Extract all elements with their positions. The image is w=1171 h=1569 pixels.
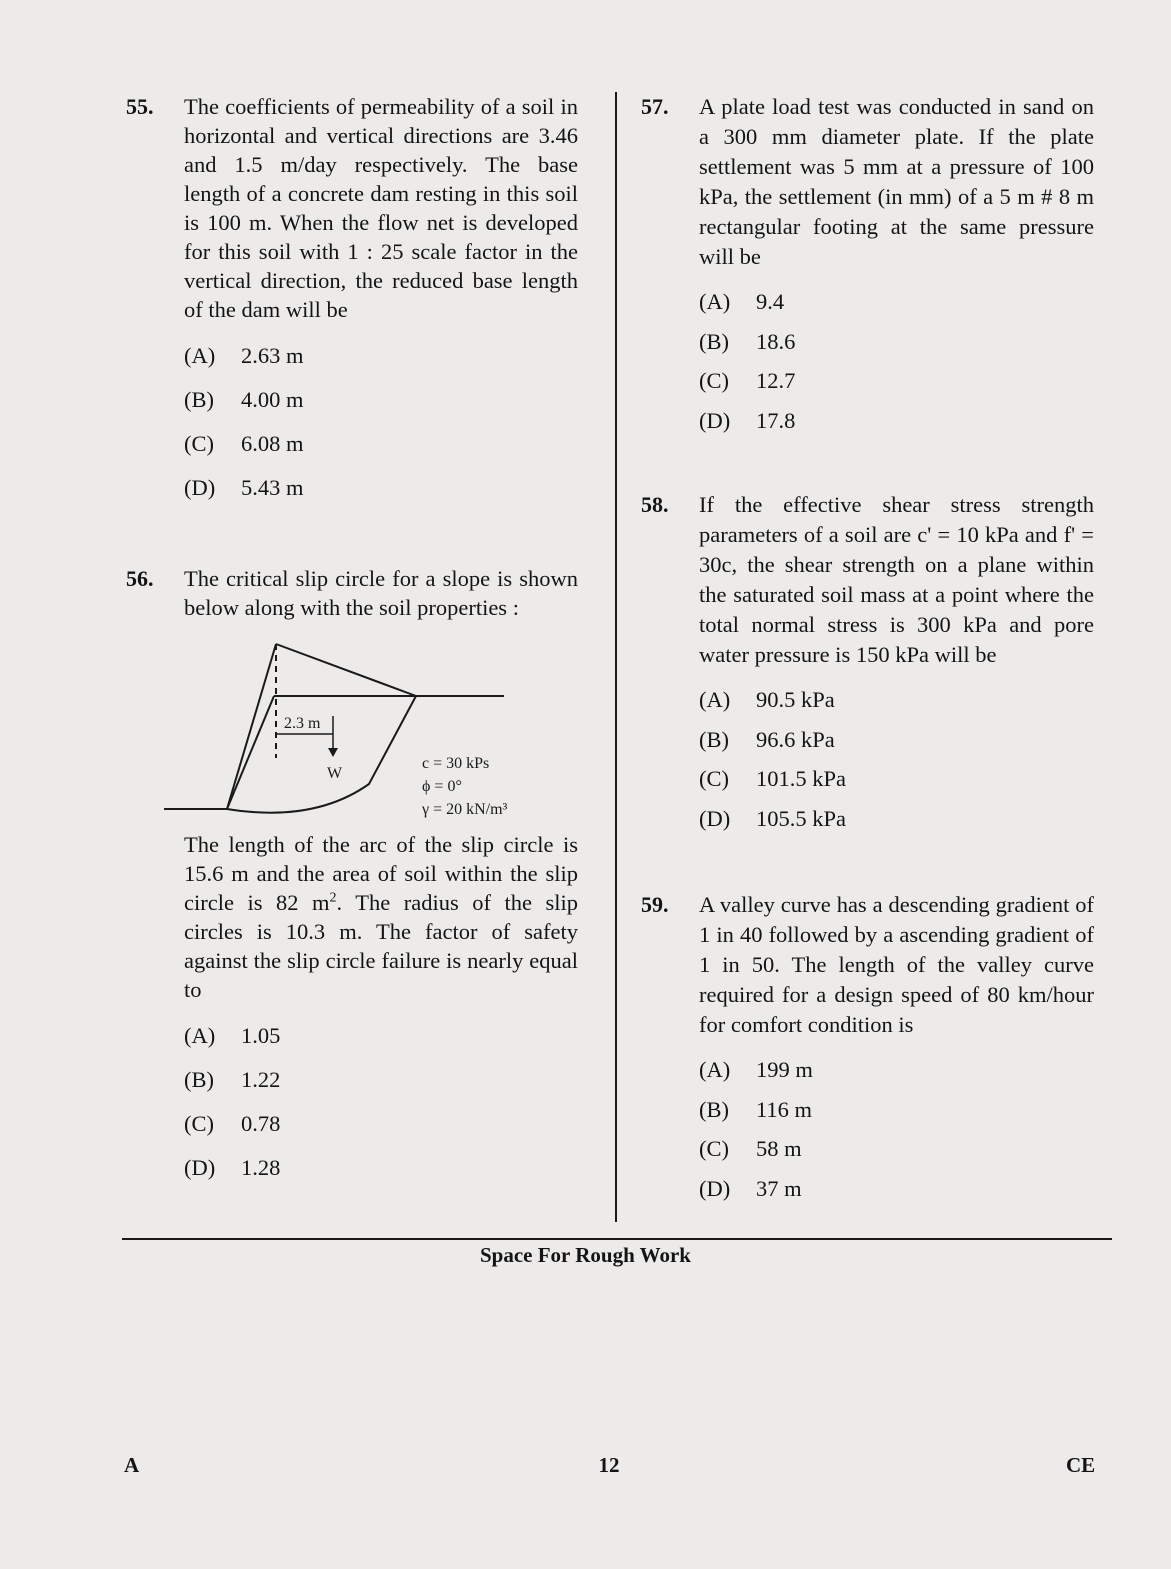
question-number: 57. xyxy=(641,94,669,119)
rough-work-heading: Space For Rough Work xyxy=(479,1243,691,1267)
option-letter: (D) xyxy=(699,1175,731,1201)
option-value: 37 m xyxy=(756,1175,802,1201)
question-58 xyxy=(641,490,1094,838)
cohesion-label: c = 30 kPs xyxy=(422,755,490,772)
option-value: 105.5 kPa xyxy=(756,805,846,831)
option-value: 90.5 kPa xyxy=(756,687,835,712)
option-a[interactable] xyxy=(184,334,578,378)
option-value: 116 m xyxy=(756,1096,813,1122)
option-letter: (D) xyxy=(699,805,731,831)
option-letter: (D) xyxy=(184,475,216,500)
slip-circle-diagram xyxy=(164,638,524,820)
question-text: A valley curve has a descending gradient of 1 in 40 followed by a ascending gradient of 1 in 50. The length of the valley curve required for a design speed of 80 km/hour for comfort condition is xyxy=(699,892,1094,1037)
option-letter: (B) xyxy=(184,1067,214,1092)
circle-radius-line xyxy=(276,644,416,696)
option-list xyxy=(699,282,1094,440)
option-letter: (B) xyxy=(699,726,729,752)
option-c[interactable] xyxy=(184,1102,578,1146)
option-letter: (C) xyxy=(184,431,214,456)
option-letter: (C) xyxy=(184,1111,214,1136)
option-c[interactable] xyxy=(184,422,578,466)
option-value: 1.28 xyxy=(241,1155,281,1180)
circle-radius-line xyxy=(227,644,276,809)
question-59 xyxy=(641,890,1094,1208)
option-value: 0.78 xyxy=(241,1111,281,1136)
text-part: . The radius of the slip circles is 10.3 m. The factor of safety against the slip circle failure is nearly equal to xyxy=(184,890,578,1002)
option-letter: (C) xyxy=(699,766,729,791)
option-b[interactable] xyxy=(184,378,578,422)
question-57 xyxy=(641,92,1094,440)
question-number: 58. xyxy=(641,492,669,517)
question-text: The coefficients of permeability of a soil in horizontal and vertical directions are 3.46 and 1.5 m/day respectively. The base length of a concrete dam resting in this soil is 100 m. When the flow net is developed for this soil with 1 : 25 scale factor in the vertical direction, the reduced base length of the dam will be xyxy=(184,94,578,322)
question-text-continued xyxy=(184,830,578,1004)
option-value: 1.22 xyxy=(241,1067,281,1092)
friction-angle-label: ϕ = 0° xyxy=(422,778,462,795)
slip-circle-figure xyxy=(164,638,524,820)
option-d[interactable] xyxy=(699,799,1094,839)
weight-label: W xyxy=(327,765,343,782)
option-c[interactable] xyxy=(699,1129,1094,1169)
option-value: 6.08 m xyxy=(241,431,304,456)
option-letter: (A) xyxy=(699,289,731,314)
weight-arrowhead xyxy=(328,748,338,757)
dimension-label: 2.3 m xyxy=(284,715,321,732)
column-divider xyxy=(615,92,617,1222)
option-a[interactable] xyxy=(699,282,1094,322)
option-value: 2.63 m xyxy=(241,343,304,368)
option-letter: (D) xyxy=(699,407,731,433)
option-value: 4.00 m xyxy=(241,387,304,412)
option-list xyxy=(699,680,1094,838)
option-d[interactable] xyxy=(184,1146,578,1190)
option-value: 1.05 xyxy=(241,1023,281,1048)
text-part: The length of the arc of the slip circle is 15.6 m and the area of soil within the slip circle is 82 m xyxy=(184,832,578,915)
option-letter: (A) xyxy=(699,687,731,712)
question-text: If the effective shear stress strength parameters of a soil are c' = 10 kPa and f' = 30c, the shear strength on a plane within the saturated soil mass at a point where the total normal stress is 300 kPa and pore water pressure is 150 kPa will be xyxy=(699,492,1094,667)
question-number: 59. xyxy=(641,892,669,917)
question-55 xyxy=(126,92,578,510)
option-b[interactable] xyxy=(699,322,1094,362)
option-value: 5.43 m xyxy=(241,475,304,500)
option-value: 101.5 kPa xyxy=(756,766,846,791)
option-letter: (B) xyxy=(699,328,729,354)
question-text: A plate load test was conducted in sand on a 300 mm diameter plate. If the plate settlement was 5 mm at a pressure of 100 kPa, the settlement (in mm) of a 5 m # 8 m rectangular footing at the same pressure will be xyxy=(699,94,1094,269)
option-a[interactable] xyxy=(699,1050,1094,1090)
option-letter: (B) xyxy=(184,387,214,412)
option-letter: (C) xyxy=(699,1136,729,1161)
option-c[interactable] xyxy=(699,759,1094,799)
option-list xyxy=(184,334,578,510)
slope-face xyxy=(227,696,274,809)
question-number: 55. xyxy=(126,94,154,119)
right-column xyxy=(641,92,1094,1208)
option-letter: (D) xyxy=(184,1155,216,1180)
question-number: 56. xyxy=(126,566,154,591)
option-b[interactable] xyxy=(699,1090,1094,1130)
option-b[interactable] xyxy=(699,720,1094,760)
left-column xyxy=(126,92,578,1190)
question-56 xyxy=(126,564,578,1190)
option-d[interactable] xyxy=(184,466,578,510)
option-list xyxy=(699,1050,1094,1208)
option-b[interactable] xyxy=(184,1058,578,1102)
option-value: 58 m xyxy=(756,1136,802,1161)
option-a[interactable] xyxy=(699,680,1094,720)
footer-page-number: 12 xyxy=(598,1453,620,1477)
option-letter: (C) xyxy=(699,368,729,393)
question-text: The critical slip circle for a slope is shown below along with the soil properties : xyxy=(184,566,578,620)
option-list xyxy=(184,1014,578,1190)
option-value: 96.6 kPa xyxy=(756,726,835,752)
footer-subject-code: CE xyxy=(1066,1453,1096,1477)
option-c[interactable] xyxy=(699,361,1094,401)
option-d[interactable] xyxy=(699,1169,1094,1209)
option-letter: (B) xyxy=(699,1096,729,1122)
superscript: 2 xyxy=(329,890,337,906)
footer-series: A xyxy=(124,1453,140,1477)
option-value: 12.7 xyxy=(756,368,796,393)
option-value: 18.6 xyxy=(756,328,796,354)
option-letter: (A) xyxy=(184,1023,216,1048)
option-value: 199 m xyxy=(756,1057,813,1082)
unit-weight-label: γ = 20 kN/m³ xyxy=(422,801,508,818)
option-value: 9.4 xyxy=(756,289,785,314)
option-d[interactable] xyxy=(699,401,1094,441)
option-a[interactable] xyxy=(184,1014,578,1058)
option-value: 17.8 xyxy=(756,407,796,433)
option-letter: (A) xyxy=(699,1057,731,1082)
option-letter: (A) xyxy=(184,343,216,368)
